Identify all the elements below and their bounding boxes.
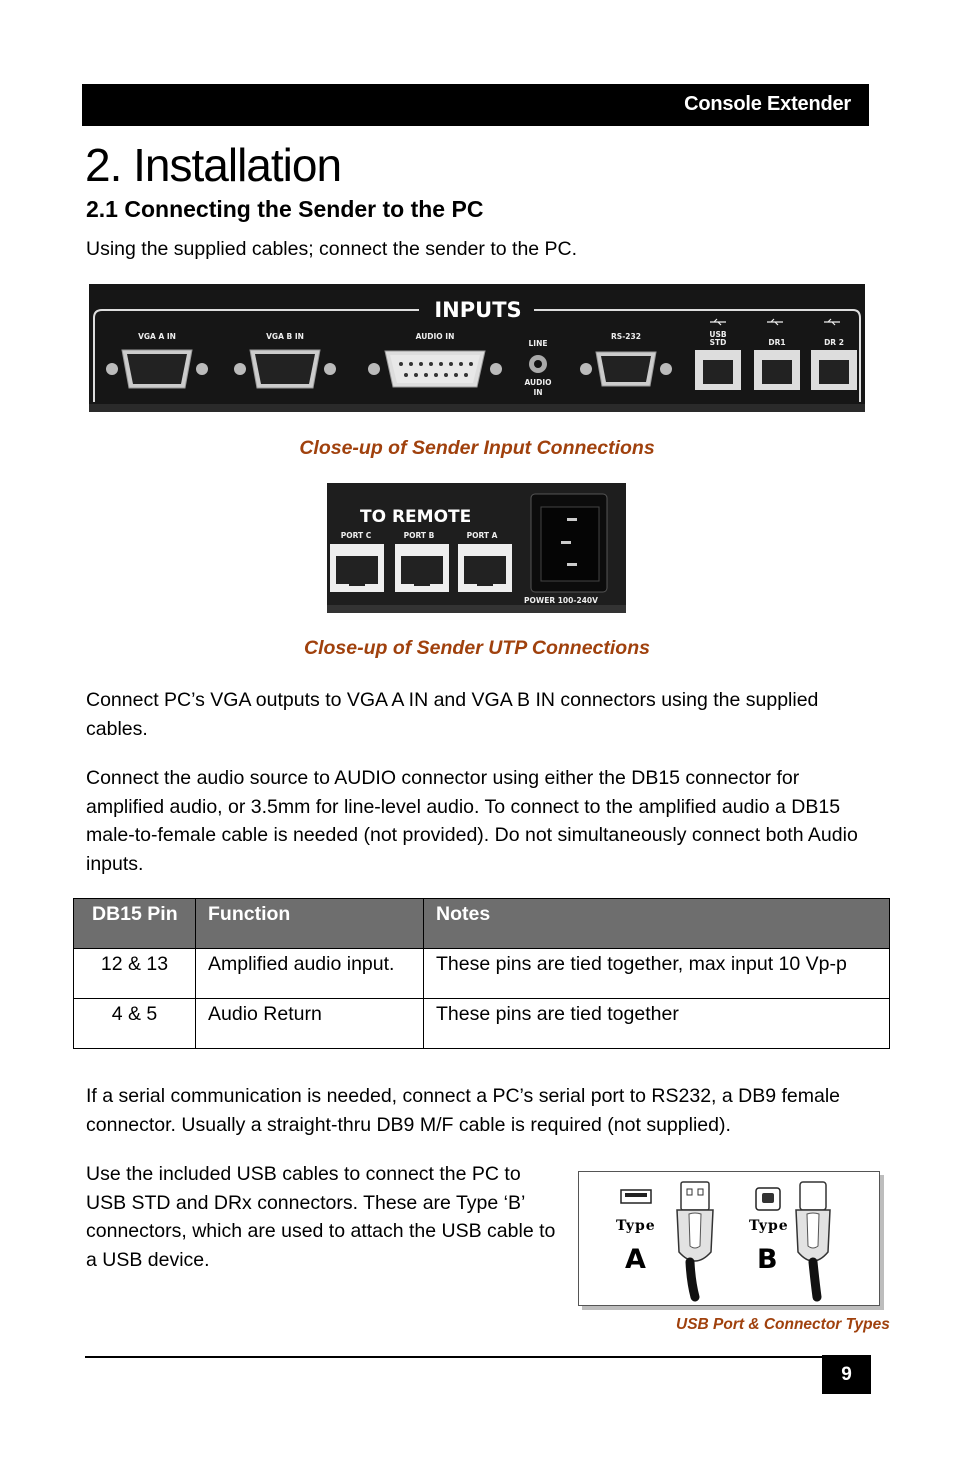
header-bar — [82, 84, 869, 126]
utp-panel-image — [327, 483, 626, 613]
inputs-panel-image — [89, 284, 865, 412]
serial-paragraph: If a serial communication is needed, connect a PC’s serial port to RS232, a DB9 female connector. Usually a straight-thru DB9 M/F cable is required (not supplied). — [86, 1085, 841, 1136]
table-header-cell: Notes — [424, 899, 890, 949]
label-vga-a: VGA A IN — [138, 332, 176, 341]
table-cell: These pins are tied together, max input 10 Vp-p — [424, 949, 890, 999]
page-title: 2. Installation — [85, 139, 342, 191]
intro-paragraph: Using the supplied cables; connect the sender to the PC. — [86, 238, 578, 260]
audio-paragraph: Connect the audio source to AUDIO connector using either the DB15 connector for amplified audio, or 3.5mm for line-level audio. To connect to the amplified audio a DB15 male-to-female cable is needed (not provided). Do not simultaneously connect both Audio inputs. — [86, 767, 858, 875]
table-cell: 4 & 5 — [74, 999, 196, 1049]
table-cell: Audio Return — [196, 999, 424, 1049]
db15-pin-table — [73, 898, 890, 1049]
usb-type-a-letter: A — [625, 1244, 646, 1275]
table-header-cell: DB15 Pin — [74, 899, 196, 949]
table-header-cell: Function — [196, 899, 424, 949]
inputs-heading: INPUTS — [434, 298, 522, 322]
caption-utp: Close-up of Sender UTP Connections — [304, 637, 650, 659]
label-port-a: PORT A — [466, 531, 498, 540]
label-std: STD — [709, 338, 727, 347]
table-cell: 12 & 13 — [74, 949, 196, 999]
page-number: 9 — [822, 1355, 871, 1394]
label-rs232: RS-232 — [611, 332, 641, 341]
table-header-row — [74, 899, 890, 949]
usb-type-b-word: Type — [749, 1218, 789, 1234]
table-cell: These pins are tied together — [424, 999, 890, 1049]
table-row — [74, 999, 890, 1049]
label-audio-in: AUDIO IN — [415, 332, 455, 341]
footer-rule — [85, 1356, 871, 1358]
label-usb: USB — [709, 330, 727, 339]
table-cell: Amplified audio input. — [196, 949, 424, 999]
label-audio: AUDIO — [524, 378, 552, 387]
to-remote-heading: TO REMOTE — [360, 507, 472, 527]
label-power: POWER 100-240V — [524, 596, 598, 605]
usb-paragraph: Use the included USB cables to connect the PC to USB STD and DRx connectors. These are Type ‘B’ connectors, which are used to attach the USB cable to a USB device. — [86, 1163, 556, 1271]
vga-paragraph: Connect PC’s VGA outputs to VGA A IN and VGA B IN connectors using the supplied cables. — [86, 689, 819, 740]
usb-type-b-letter: B — [757, 1244, 778, 1275]
label-in: IN — [533, 388, 543, 397]
section-title: 2.1 Connecting the Sender to the PC — [86, 196, 484, 222]
label-vga-b: VGA B IN — [266, 332, 304, 341]
usb-figure — [578, 1171, 880, 1306]
header-title: Console Extender — [684, 93, 851, 115]
caption-usb: USB Port & Connector Types — [676, 1316, 890, 1333]
usb-type-a-word: Type — [616, 1218, 656, 1234]
label-dr2: DR 2 — [824, 338, 844, 347]
label-port-b: PORT B — [403, 531, 435, 540]
table-row — [74, 949, 890, 999]
caption-inputs: Close-up of Sender Input Connections — [299, 437, 655, 459]
label-port-c: PORT C — [340, 531, 372, 540]
label-line: LINE — [528, 339, 548, 348]
label-dr1: DR1 — [768, 338, 786, 347]
